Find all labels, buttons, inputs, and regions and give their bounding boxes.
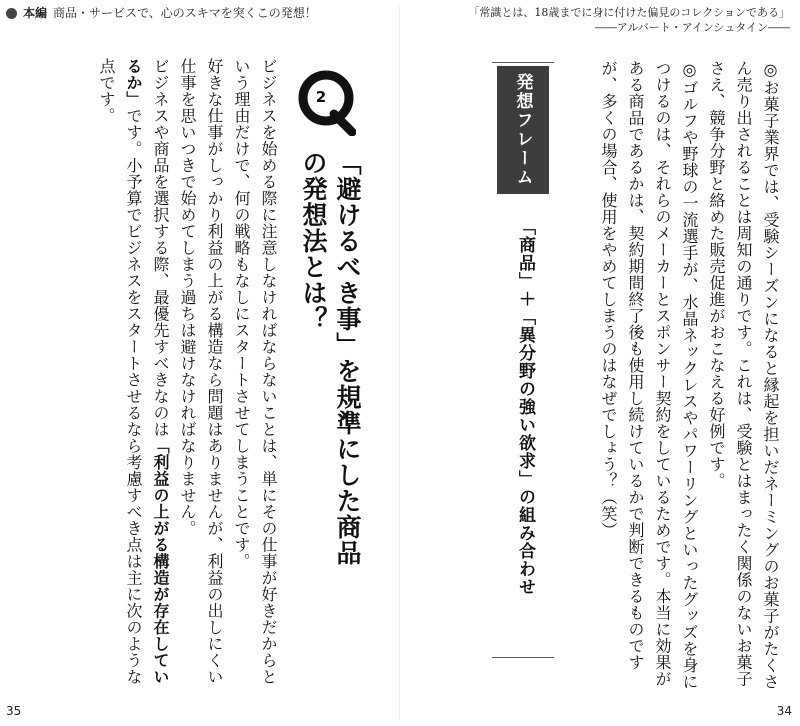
left-paragraph: [93, 58, 174, 698]
frame-rule-top: [492, 62, 554, 63]
frame-rule-bottom: [492, 657, 554, 658]
bullet-marker-icon: [6, 8, 17, 19]
frame-formula: 「商品」＋「異分野の強い欲求」の組み合わせ: [515, 218, 535, 596]
header-section-title: 商品・サービスで、心のスキマを突くこの発想！: [53, 6, 317, 20]
page-gutter: [399, 6, 400, 720]
header-quote-author: ――アルバート・アインシュタイン――: [594, 21, 790, 34]
left-paragraph: 好きな仕事がしっかり利益の上がる構造なら問題はありませんが、利益の出しにくい仕事を思いつきで始めてしまう過ちは避けなければなりません。: [178, 58, 224, 685]
frame-label-badge: [497, 66, 549, 194]
q-letter: Q: [298, 66, 299, 67]
question-title: 「避けるべき事」を規準にした商品の発想法とは？: [299, 150, 362, 566]
emphasis-text: 「利益の上がる構造が存在しているか」: [124, 58, 170, 685]
right-paragraph: ◎ゴルフや野球の一流選手が、水晶ネックレスやパワーリングといったグッズを身につけるのは、それらのメーカーとスポンサー契約をしているためです。本当に効果がある商品であるかは、契約期間終了後も使用し続けているかで判断できるものですが、多くの場合、使用をやめてしまうのはなぜでしょう？（笑）: [599, 60, 699, 690]
header-quote: 「常識とは、18歳までに身に付けた偏見のコレクションである」: [468, 6, 790, 19]
left-paragraph: ビジネスを始める際に注意しなければならないことは、単にその仕事が好きだからという理由だけで、何の戦略もなしにスタートさせてしまうことです。: [232, 58, 278, 685]
frame-label-text: 発想フレーム: [512, 73, 533, 187]
running-header-right: [468, 5, 790, 35]
page-number-left: 35: [6, 704, 22, 718]
right-paragraph: ◎お菓子業界では、受験シーズンになると縁起を担いだネーミングのお菓子がたくさん売り出されることは周知の通りです。これは、受験とはまったく関係のないお菓子さえ、競争分野と絡めた販売促進がおこなえる好例です。: [707, 60, 780, 690]
page-number-right: 34: [776, 704, 792, 718]
question-number: 2: [315, 88, 327, 106]
paragraph-text: です。小予算でビジネスをスタートさせるなら考慮すべき点は主に次のような点です。: [97, 58, 143, 685]
header-tag: 本編: [23, 6, 48, 20]
left-page-body: [36, 58, 282, 698]
paragraph-text: ビジネスや商品を選択する際、最優先すべきなのは: [151, 58, 170, 438]
right-page-body: [568, 60, 784, 700]
running-header-left: [6, 6, 317, 20]
